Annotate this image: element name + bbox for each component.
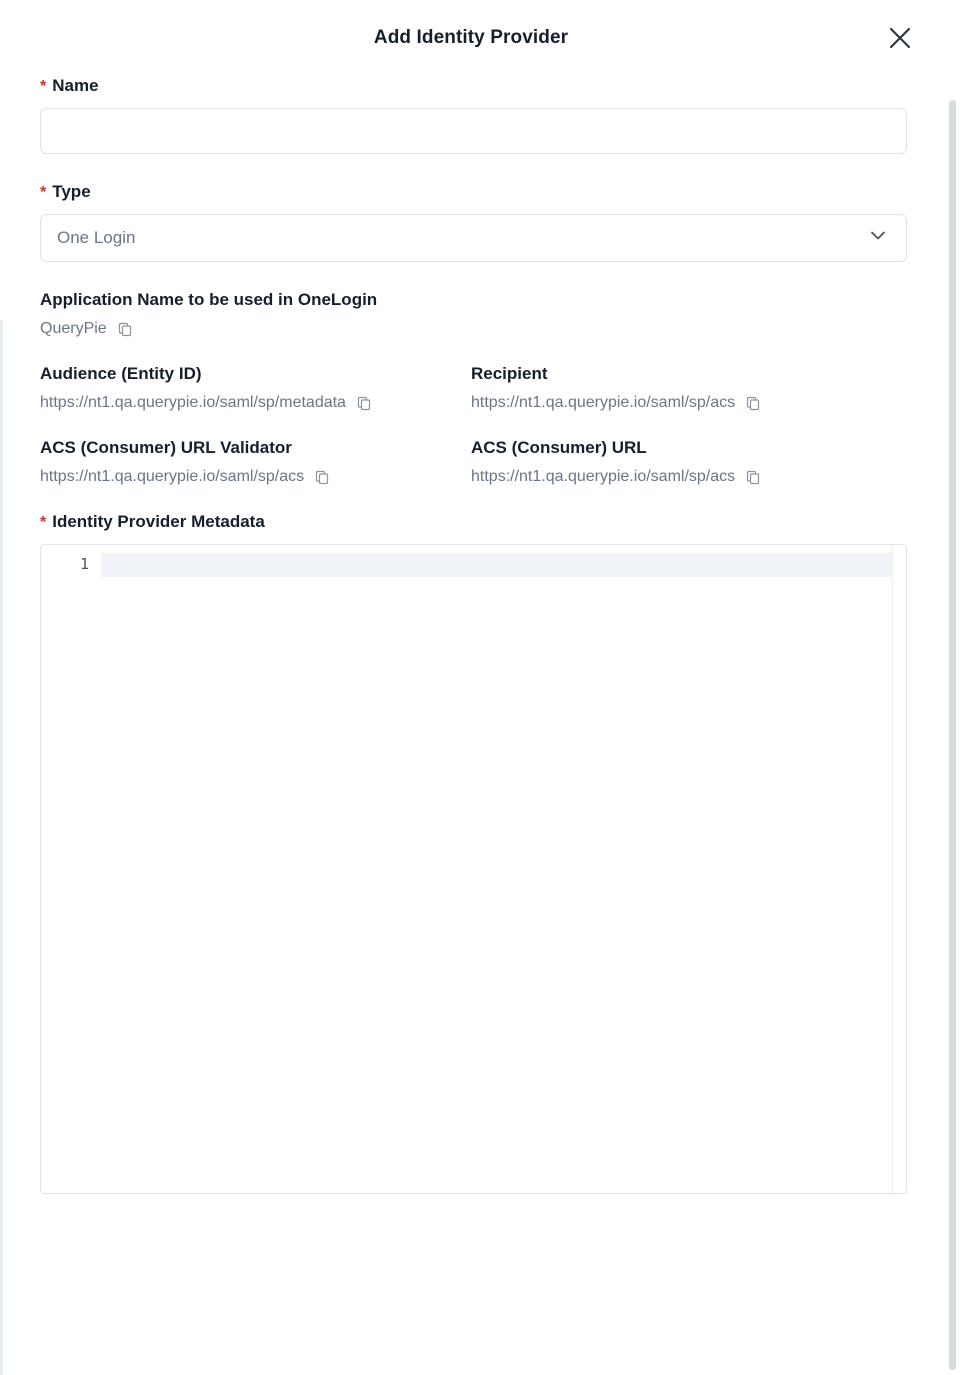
page-title: Add Identity Provider bbox=[373, 27, 569, 48]
application-name-group bbox=[40, 290, 902, 338]
copy-icon[interactable] bbox=[314, 469, 330, 485]
recipient-value-row bbox=[471, 394, 902, 412]
type-selected-value: One Login bbox=[57, 228, 136, 247]
metadata-editor[interactable] bbox=[40, 544, 907, 1194]
page-scrollbar-thumb[interactable] bbox=[949, 100, 956, 1370]
audience-value-row bbox=[40, 394, 471, 412]
audience-group bbox=[40, 364, 471, 412]
audience-value: https://nt1.qa.querypie.io/saml/sp/metadata bbox=[40, 394, 346, 411]
metadata-label-text: Identity Provider Metadata bbox=[52, 512, 265, 531]
type-label-text: Type bbox=[52, 182, 91, 201]
type-select-wrap bbox=[40, 214, 907, 262]
close-icon[interactable] bbox=[882, 20, 918, 56]
copy-icon[interactable] bbox=[356, 395, 372, 411]
application-name-value-row bbox=[40, 320, 902, 338]
application-name-value: QueryPie bbox=[40, 320, 107, 337]
name-field-block bbox=[40, 76, 902, 154]
type-select[interactable] bbox=[40, 214, 907, 262]
recipient-label: Recipient bbox=[471, 364, 548, 383]
editor-gutter bbox=[41, 545, 101, 1193]
recipient-value: https://nt1.qa.querypie.io/saml/sp/acs bbox=[471, 394, 736, 411]
copy-icon[interactable] bbox=[117, 321, 133, 337]
acs-url-group bbox=[471, 438, 902, 486]
type-field-block bbox=[40, 182, 902, 262]
acs-url-label: ACS (Consumer) URL bbox=[471, 438, 647, 457]
editor-code-area[interactable] bbox=[101, 545, 906, 1193]
recipient-group bbox=[471, 364, 902, 412]
audience-label: Audience (Entity ID) bbox=[40, 364, 202, 383]
acs-row bbox=[40, 438, 902, 486]
name-label-text: Name bbox=[52, 76, 99, 95]
editor-active-line bbox=[101, 553, 906, 577]
acs-url-validator-value: https://nt1.qa.querypie.io/saml/sp/acs bbox=[40, 468, 305, 485]
modal-body bbox=[0, 76, 942, 1194]
modal-header bbox=[0, 0, 942, 76]
required-marker: * bbox=[40, 184, 47, 201]
required-marker: * bbox=[40, 78, 47, 95]
application-name-label: Application Name to be used in OneLogin bbox=[40, 290, 378, 309]
line-number: 1 bbox=[79, 555, 89, 573]
metadata-field-block bbox=[40, 512, 902, 1194]
metadata-label bbox=[40, 512, 902, 532]
name-label bbox=[40, 76, 902, 96]
acs-url-value-row bbox=[471, 468, 902, 486]
acs-url-validator-label: ACS (Consumer) URL Validator bbox=[40, 438, 292, 457]
name-input[interactable] bbox=[40, 108, 907, 154]
acs-url-validator-group bbox=[40, 438, 471, 486]
acs-url-validator-value-row bbox=[40, 468, 471, 486]
audience-recipient-row bbox=[40, 364, 902, 412]
left-edge-divider bbox=[0, 320, 3, 1375]
required-marker: * bbox=[40, 514, 47, 531]
editor-scrollbar[interactable] bbox=[892, 545, 906, 1193]
type-label bbox=[40, 182, 902, 202]
copy-icon[interactable] bbox=[745, 395, 761, 411]
copy-icon[interactable] bbox=[745, 469, 761, 485]
page-scrollbar[interactable] bbox=[942, 0, 960, 1375]
acs-url-value: https://nt1.qa.querypie.io/saml/sp/acs bbox=[471, 468, 736, 485]
